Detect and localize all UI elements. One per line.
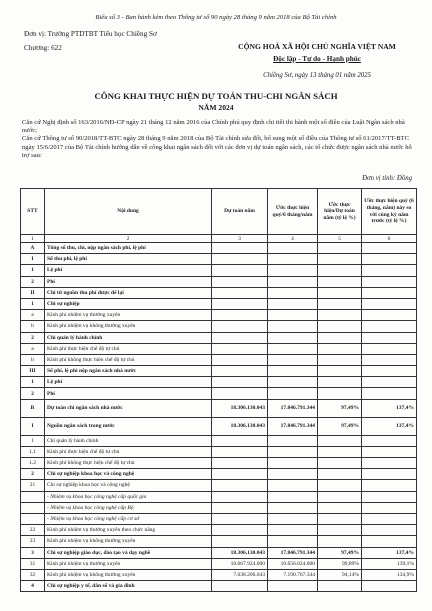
row-estimated-actual: [268, 321, 318, 332]
row-estimated-pct: [318, 502, 362, 513]
header-estimated-pct: Ước thực hiện/Dự toán năm (tỷ lệ %): [318, 189, 362, 235]
table-row: [21, 480, 417, 491]
row-same-period-pct: [362, 581, 417, 592]
row-estimate: [212, 354, 268, 365]
table-row: [21, 298, 417, 309]
legal-reference: Biểu số 3 - Ban hành kèm theo Thông tư số 90 ngày 28 tháng 9 năm 2018 của Bộ Tài chính: [95, 14, 337, 21]
row-estimated-pct: [318, 254, 362, 265]
row-estimated-pct: [318, 388, 362, 399]
row-estimate: [212, 446, 268, 457]
row-same-period-pct: 137,4%: [362, 417, 417, 435]
row-estimated-actual: [268, 480, 318, 491]
row-estimated-pct: [318, 287, 362, 298]
row-stt: 31: [21, 558, 45, 569]
budget-table: [20, 188, 417, 592]
table-row: [21, 558, 417, 569]
row-content: Kinh phí không thực hiện chế độ tự chủ: [45, 458, 212, 469]
row-stt: [21, 502, 45, 513]
table-row: [21, 417, 417, 435]
row-estimated-actual: [268, 287, 318, 298]
row-estimated-pct: [318, 377, 362, 388]
row-estimated-actual: 10.656.024.000: [268, 558, 318, 569]
table-row: [21, 377, 417, 388]
document-title: CÔNG KHAI THỰC HIỆN DỰ TOÁN THU-CHI NGÂN SÁCH: [94, 91, 338, 101]
row-content: Kinh phí nhiệm vụ thường xuyên theo chức năng: [45, 525, 212, 536]
table-row: [21, 321, 417, 332]
row-same-period-pct: [362, 276, 417, 287]
row-same-period-pct: [362, 354, 417, 365]
row-stt: III: [21, 366, 45, 377]
table-body: [21, 243, 417, 592]
chapter-code: Chương: 622: [24, 44, 62, 52]
row-stt: 1: [21, 265, 45, 276]
row-same-period-pct: [362, 458, 417, 469]
row-estimated-actual: 17.846.791.344: [268, 399, 318, 417]
row-estimated-pct: [318, 265, 362, 276]
row-estimate: 18.306.130.043: [212, 417, 268, 435]
row-estimate: 7.638.206.043: [212, 569, 268, 580]
legal-basis: [22, 119, 414, 160]
table-row: [21, 513, 417, 524]
table-row: [21, 332, 417, 343]
row-stt: 32: [21, 569, 45, 580]
row-stt: 2: [21, 332, 45, 343]
table-row: [21, 276, 417, 287]
row-stt: II: [21, 287, 45, 298]
row-same-period-pct: [362, 310, 417, 321]
row-content: Kinh phí nhiệm vụ không thường xuyên: [45, 321, 212, 332]
row-estimate: [212, 265, 268, 276]
table-row: [21, 254, 417, 265]
row-estimated-pct: [318, 276, 362, 287]
row-same-period-pct: 134,9%: [362, 569, 417, 580]
header-same-period-pct: Ước thực hiện quý (6 tháng, năm) này so với cùng kỳ năm trước (tỷ lệ %): [362, 189, 417, 235]
row-estimated-pct: [318, 310, 362, 321]
row-stt: b: [21, 354, 45, 365]
table-row: [21, 502, 417, 513]
row-estimated-pct: [318, 354, 362, 365]
row-stt: a: [21, 343, 45, 354]
row-stt: [21, 491, 45, 502]
row-same-period-pct: [362, 491, 417, 502]
row-same-period-pct: [362, 287, 417, 298]
document-year: NĂM 2024: [198, 103, 234, 112]
row-content: Chi sự nghiệp khoa học và công nghệ: [45, 480, 212, 491]
column-index: 2: [45, 235, 212, 243]
row-stt: [21, 513, 45, 524]
row-stt: a: [21, 310, 45, 321]
row-stt: 1: [21, 377, 45, 388]
row-estimate: [212, 243, 268, 254]
row-estimate: 10.667.924.000: [212, 558, 268, 569]
row-estimate: [212, 310, 268, 321]
row-estimate: [212, 581, 268, 592]
row-estimated-pct: [318, 469, 362, 480]
row-estimate: 18.306.130.043: [212, 547, 268, 558]
row-content: Chi quản lý hành chính: [45, 435, 212, 446]
row-estimated-pct: [318, 446, 362, 457]
row-same-period-pct: [362, 254, 417, 265]
row-same-period-pct: [362, 332, 417, 343]
row-content: - Nhiệm vụ khoa học công nghệ cấp quốc gia: [45, 491, 212, 502]
row-content: Chi sự nghiệp: [45, 298, 212, 309]
row-content: Chi sự nghiệp giáo dục, đào tạo và dạy nghề: [45, 547, 212, 558]
basis-paragraph: Căn cứ Thông tư số 90/2018/TT-BTC ngày 28 tháng 9 năm 2018 của Bộ Tài chính sửa đổi, bổ sung một số điều của Thông tư số 61/2017/TT-BTC ngày 15/6/2017 của Bộ Tài chính hướng dẫn về công khai ngân sách đối với các đơn vị dự toán ngân sách, các tổ chức được ngân sách nhà nước hỗ trợ sau:: [22, 135, 412, 159]
column-index: 5: [318, 235, 362, 243]
row-estimate: [212, 513, 268, 524]
row-estimated-actual: [268, 513, 318, 524]
row-estimated-actual: [268, 310, 318, 321]
row-estimate: [212, 525, 268, 536]
row-estimated-actual: [268, 502, 318, 513]
row-estimate: [212, 536, 268, 547]
row-estimated-pct: 97,49%: [318, 417, 362, 435]
row-content: Kinh phí nhiệm vụ thường xuyên: [45, 558, 212, 569]
row-estimated-actual: [268, 276, 318, 287]
row-same-period-pct: [362, 480, 417, 491]
row-stt: 21: [21, 480, 45, 491]
row-content: Kinh phí thực hiện chế độ tự chủ: [45, 343, 212, 354]
header-estimate: Dự toán năm: [212, 189, 268, 235]
row-estimated-pct: [318, 581, 362, 592]
row-content: Kinh phí nhiệm vụ không thường xuyên: [45, 569, 212, 580]
row-same-period-pct: [362, 366, 417, 377]
row-estimated-pct: 99,89%: [318, 558, 362, 569]
table-row: [21, 569, 417, 580]
row-same-period-pct: [362, 343, 417, 354]
row-content: Số phí, lệ phí nộp ngân sách nhà nước: [45, 366, 212, 377]
row-estimated-actual: [268, 254, 318, 265]
currency-unit: Đơn vị tính: Đồng: [362, 175, 412, 182]
row-estimated-actual: [268, 243, 318, 254]
row-content: Số thu phí, lệ phí: [45, 254, 212, 265]
row-estimated-actual: [268, 265, 318, 276]
row-content: Chi từ nguồn thu phí được để lại: [45, 287, 212, 298]
row-content: Chi sự nghiệp khoa học và công nghệ: [45, 469, 212, 480]
row-estimated-pct: [318, 536, 362, 547]
row-estimated-actual: [268, 377, 318, 388]
row-estimated-pct: [318, 343, 362, 354]
row-estimate: [212, 366, 268, 377]
row-stt: 3: [21, 547, 45, 558]
row-same-period-pct: 137,4%: [362, 547, 417, 558]
row-estimated-actual: [268, 354, 318, 365]
row-estimated-pct: [318, 321, 362, 332]
row-estimate: [212, 254, 268, 265]
table-row: [21, 388, 417, 399]
row-estimate: [212, 377, 268, 388]
table-row: [21, 469, 417, 480]
row-content: Kinh phí nhiệm vụ không thường xuyên: [45, 536, 212, 547]
row-estimated-actual: 7.190.767.344: [268, 569, 318, 580]
row-same-period-pct: [362, 298, 417, 309]
row-estimated-actual: 17.846.791.344: [268, 547, 318, 558]
column-index: 4: [268, 235, 318, 243]
table-row: [21, 287, 417, 298]
national-motto: Độc lập - Tự do - Hạnh phúc: [273, 55, 361, 63]
row-estimated-pct: [318, 366, 362, 377]
row-stt: 4: [21, 581, 45, 592]
table-row: [21, 525, 417, 536]
column-index: 6: [362, 235, 417, 243]
row-content: Lệ phí: [45, 265, 212, 276]
row-estimated-pct: [318, 332, 362, 343]
row-content: Nguồn ngân sách trong nước: [45, 417, 212, 435]
date-line: Chiềng Sơ, ngày 13 tháng 01 năm 2025: [263, 72, 371, 79]
row-same-period-pct: 139,1%: [362, 558, 417, 569]
row-estimate: [212, 298, 268, 309]
row-estimated-actual: [268, 388, 318, 399]
row-same-period-pct: [362, 435, 417, 446]
table-row: [21, 491, 417, 502]
row-stt: 2: [21, 388, 45, 399]
row-estimated-pct: 94,14%: [318, 569, 362, 580]
row-content: Chi sự nghiệp y tế, dân số và gia đình: [45, 581, 212, 592]
row-stt: 2: [21, 276, 45, 287]
row-same-period-pct: [362, 536, 417, 547]
row-estimated-actual: [268, 435, 318, 446]
basis-paragraph: Căn cứ Nghị định số 163/2016/NĐ-CP ngày 21 tháng 12 năm 2016 của Chính phủ quy định chi tiết thi hành một số điều của Luật Ngân sách nhà nước;: [22, 119, 405, 135]
row-estimated-actual: [268, 581, 318, 592]
row-estimated-pct: 97,49%: [318, 547, 362, 558]
row-estimated-pct: [318, 513, 362, 524]
row-estimate: [212, 502, 268, 513]
row-estimated-actual: [268, 298, 318, 309]
row-same-period-pct: [362, 388, 417, 399]
header-stt: STT: [21, 189, 45, 235]
table-header-row: [21, 189, 417, 235]
row-estimate: [212, 343, 268, 354]
row-estimate: [212, 287, 268, 298]
row-estimated-pct: [318, 298, 362, 309]
table-row: [21, 343, 417, 354]
row-stt: I: [21, 254, 45, 265]
row-estimated-actual: 17.846.791.344: [268, 417, 318, 435]
row-content: Kinh phí thực hiện chế độ tự chủ: [45, 446, 212, 457]
row-estimated-actual: [268, 458, 318, 469]
row-estimate: [212, 321, 268, 332]
row-estimated-pct: [318, 243, 362, 254]
table-row: [21, 265, 417, 276]
row-same-period-pct: [362, 265, 417, 276]
row-estimated-pct: [318, 525, 362, 536]
row-estimated-pct: [318, 480, 362, 491]
row-estimate: [212, 469, 268, 480]
row-stt: A: [21, 243, 45, 254]
table-row: [21, 435, 417, 446]
row-stt: 1.2: [21, 458, 45, 469]
row-estimated-pct: [318, 435, 362, 446]
row-estimate: [212, 458, 268, 469]
row-stt: 22: [21, 525, 45, 536]
unit-name: Đơn vị: Trường PTDTBT Tiểu học Chiềng Sơ: [24, 30, 157, 38]
row-estimated-actual: [268, 525, 318, 536]
row-content: Tổng số thu, chi, nộp ngân sách phí, lệ phí: [45, 243, 212, 254]
row-same-period-pct: [362, 513, 417, 524]
table-row: [21, 354, 417, 365]
row-content: Kinh phí không thực hiện chế độ tự chủ: [45, 354, 212, 365]
column-index: 3: [212, 235, 268, 243]
row-estimated-actual: [268, 536, 318, 547]
table-row: [21, 458, 417, 469]
row-content: Kinh phí nhiệm vụ thường xuyên: [45, 310, 212, 321]
row-stt: B: [21, 399, 45, 417]
row-same-period-pct: [362, 377, 417, 388]
row-estimated-actual: [268, 343, 318, 354]
row-estimated-pct: [318, 491, 362, 502]
row-estimate: [212, 276, 268, 287]
row-estimated-pct: [318, 458, 362, 469]
row-content: Lệ phí: [45, 377, 212, 388]
row-content: - Nhiệm vụ khoa học công nghệ cấp Bộ: [45, 502, 212, 513]
row-same-period-pct: [362, 243, 417, 254]
row-content: Dự toán chi ngân sách nhà nước: [45, 399, 212, 417]
table-row: [21, 310, 417, 321]
row-estimate: [212, 491, 268, 502]
row-stt: I: [21, 417, 45, 435]
national-title: CỘNG HOÀ XÃ HỘI CHỦ NGHĨA VIỆT NAM: [238, 42, 396, 51]
row-same-period-pct: [362, 321, 417, 332]
row-estimate: [212, 480, 268, 491]
row-estimated-actual: [268, 332, 318, 343]
row-same-period-pct: [362, 502, 417, 513]
row-content: Phí: [45, 388, 212, 399]
header-content: Nội dung: [45, 189, 212, 235]
row-same-period-pct: 137,4%: [362, 399, 417, 417]
row-estimated-actual: [268, 446, 318, 457]
row-stt: 1: [21, 435, 45, 446]
header-estimated-actual: Ước thực hiện quý/6 tháng/năm: [268, 189, 318, 235]
row-estimated-actual: [268, 469, 318, 480]
table-row: [21, 581, 417, 592]
row-same-period-pct: [362, 469, 417, 480]
row-estimated-actual: [268, 366, 318, 377]
row-content: Chi quản lý hành chính: [45, 332, 212, 343]
row-stt: 2: [21, 469, 45, 480]
row-stt: 23: [21, 536, 45, 547]
table-row: [21, 536, 417, 547]
row-estimate: [212, 388, 268, 399]
column-index-row: [21, 235, 417, 243]
table-row: [21, 399, 417, 417]
column-index: 1: [21, 235, 45, 243]
row-estimated-pct: 97,49%: [318, 399, 362, 417]
row-estimate: [212, 435, 268, 446]
row-same-period-pct: [362, 446, 417, 457]
row-content: Phí: [45, 276, 212, 287]
row-estimate: 18.306.130.043: [212, 399, 268, 417]
table-row: [21, 243, 417, 254]
row-estimate: [212, 332, 268, 343]
row-stt: 1.1: [21, 446, 45, 457]
row-content: - Nhiệm vụ khoa học công nghệ cấp cơ sở: [45, 513, 212, 524]
row-stt: 1: [21, 298, 45, 309]
table-row: [21, 366, 417, 377]
row-same-period-pct: [362, 525, 417, 536]
row-estimated-actual: [268, 491, 318, 502]
table-row: [21, 547, 417, 558]
table-row: [21, 446, 417, 457]
row-stt: b: [21, 321, 45, 332]
